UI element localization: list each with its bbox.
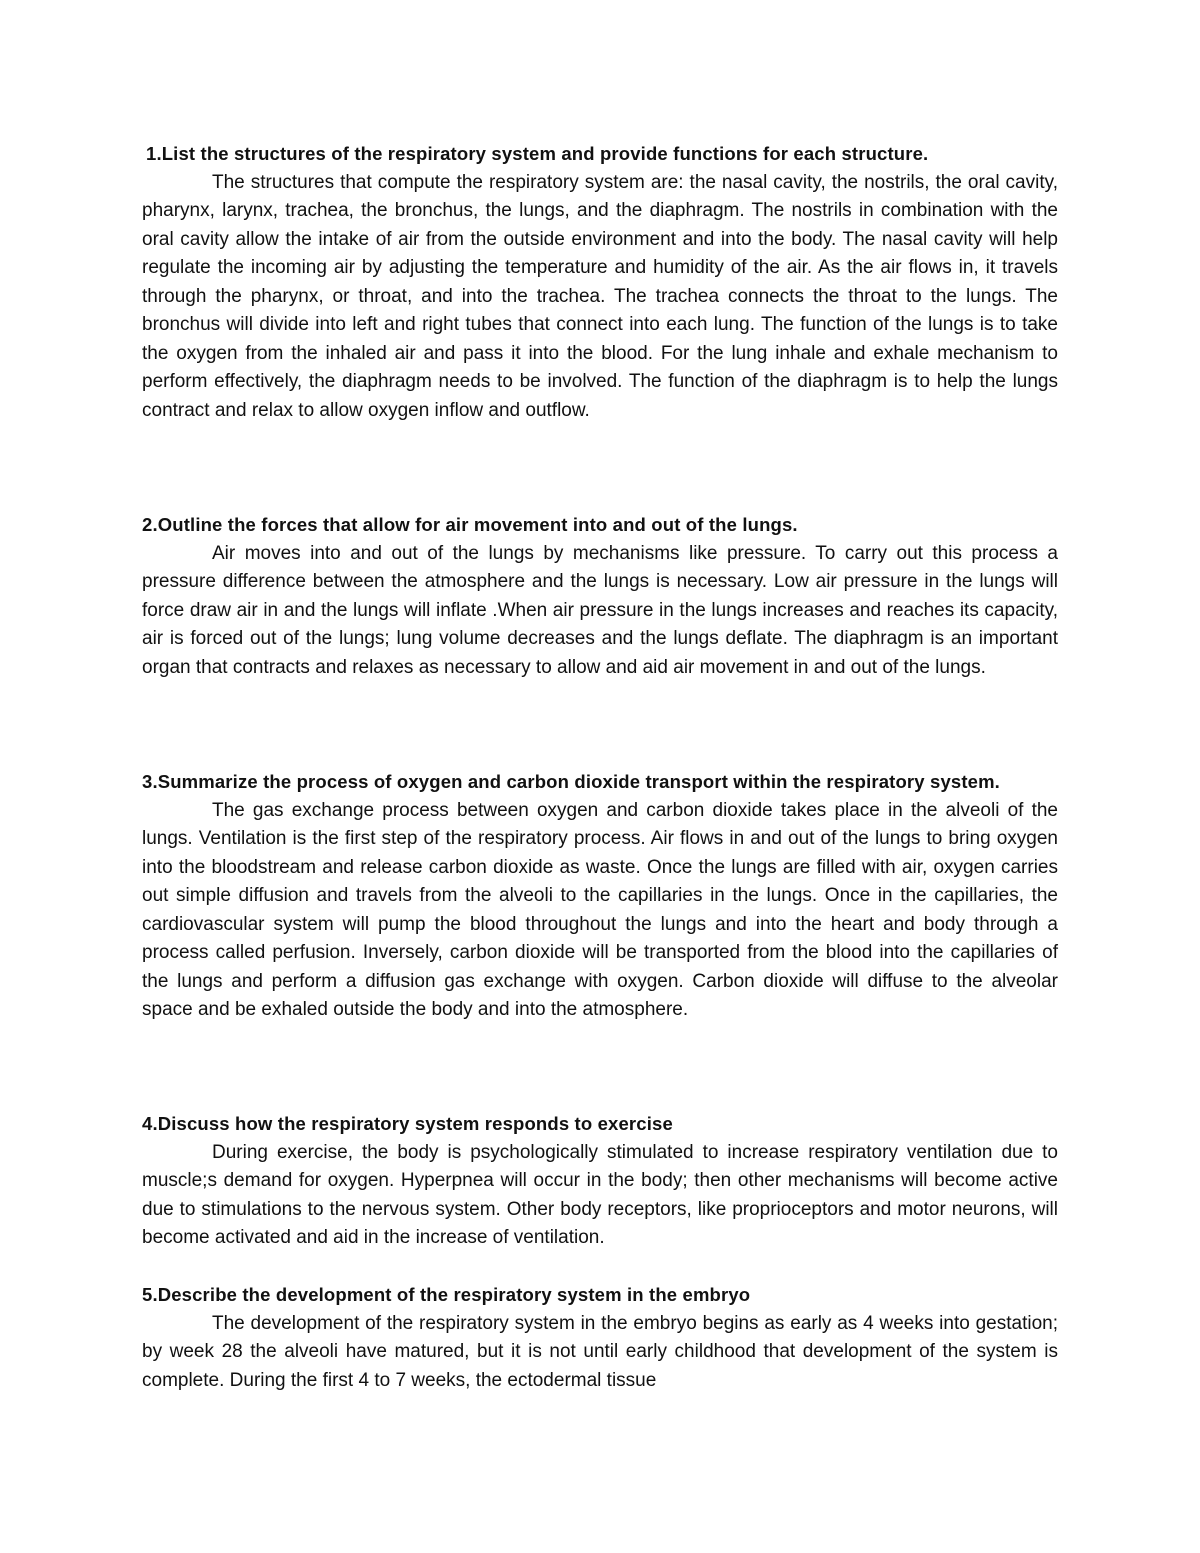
question-section-2 <box>142 511 1058 682</box>
question-heading-3: 3.Summarize the process of oxygen and carbon dioxide transport within the respiratory system. <box>142 771 1000 792</box>
question-heading-4: 4.Discuss how the respiratory system responds to exercise <box>142 1113 673 1134</box>
question-section-4 <box>142 1110 1058 1253</box>
answer-paragraph-5: The development of the respiratory system in the embryo begins as early as 4 weeks into gestation; by week 28 the alveoli have matured, but it is not until early childhood that development of the system is complete. During the first 4 to 7 weeks, the ectodermal tissue <box>142 1312 1058 1391</box>
answer-paragraph-4: During exercise, the body is psychologically stimulated to increase respiratory ventilation due to muscle;s demand for oxygen. Hyperpnea will occur in the body; then other mechanisms will become active due to stimulations to the nervous system. Other body receptors, like proprioceptors and motor neurons, will become activated and aid in the increase of ventilation. <box>142 1141 1058 1248</box>
question-heading-1: 1.List the structures of the respiratory system and provide functions for each structure. <box>146 143 929 164</box>
question-section-5 <box>142 1281 1058 1395</box>
question-section-1 <box>142 140 1058 425</box>
answer-paragraph-3: The gas exchange process between oxygen and carbon dioxide takes place in the alveoli of the lungs. Ventilation is the first step of the respiratory process. Air flows in and out of the lungs to bring oxygen into the bloodstream and release carbon dioxide as waste. Once the lungs are filled with air, oxygen carries out simple diffusion and travels from the alveoli to the capillaries in the lungs. Once in the capillaries, the cardiovascular system will pump the blood throughout the lungs and into the heart and body through a process called perfusion. Inversely, carbon dioxide will be transported from the blood into the capillaries of the lungs and perform a diffusion gas exchange with oxygen. Carbon dioxide will diffuse to the alveolar space and be exhaled outside the body and into the atmosphere. <box>142 799 1058 1020</box>
question-heading-5: 5.Describe the development of the respiratory system in the embryo <box>142 1284 751 1305</box>
answer-paragraph-1: The structures that compute the respiratory system are: the nasal cavity, the nostrils, the oral cavity, pharynx, larynx, trachea, the bronchus, the lungs, and the diaphragm. The nostrils in combination with the oral cavity allow the intake of air from the outside environment and into the body. The nasal cavity will help regulate the incoming air by adjusting the temperature and humidity of the air. As the air flows in, it travels through the pharynx, or throat, and into the trachea. The trachea connects the throat to the lungs. The bronchus will divide into left and right tubes that connect into each lung. The function of the lungs is to take the oxygen from the inhaled air and pass it into the blood. For the lung inhale and exhale mechanism to perform effectively, the diaphragm needs to be involved. The function of the diaphragm is to help the lungs contract and relax to allow oxygen inflow and outflow. <box>142 171 1058 421</box>
answer-paragraph-2: Air moves into and out of the lungs by mechanisms like pressure. To carry out this process a pressure difference between the atmosphere and the lungs is necessary. Low air pressure in the lungs will force draw air in and the lungs will inflate .When air pressure in the lungs increases and reaches its capacity, air is forced out of the lungs; lung volume decreases and the lungs deflate. The diaphragm is an important organ that contracts and relaxes as necessary to allow and aid air movement in and out of the lungs. <box>142 542 1058 678</box>
question-section-3 <box>142 768 1058 1025</box>
question-heading-2: 2.Outline the forces that allow for air movement into and out of the lungs. <box>142 514 798 535</box>
